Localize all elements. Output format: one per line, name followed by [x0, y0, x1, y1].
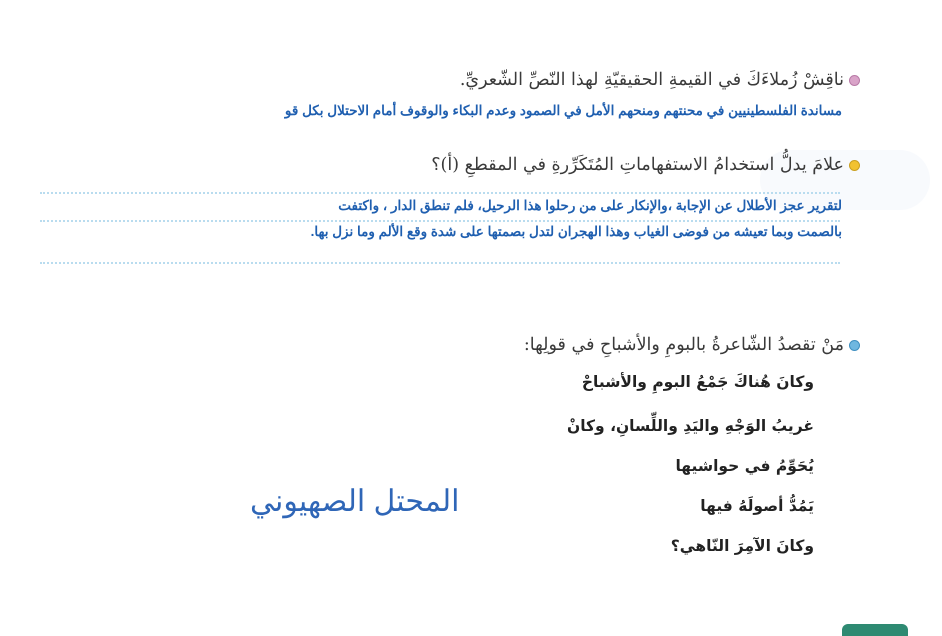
question-1-text: ناقِشْ زُملاءَكَ في القيمةِ الحقيقيّةِ لهذا النّصِّ الشّعريِّ.	[459, 70, 844, 90]
bullet-icon	[849, 340, 860, 351]
poem-line-2: غريبُ الوَجْهِ واليَدِ واللِّسانِ، وكانْ	[566, 417, 814, 435]
poem-line-3: يُحَوِّمُ في حواشيها	[675, 457, 814, 475]
poem-line-4: يَمُدُّ أصولَهُ فيها	[700, 497, 814, 515]
answer-1: مساندة الفلسطينيين في محنتهم ومنحهم الأمل في الصمود وعدم البكاء والوقوف أمام الاحتلال بكل قو	[284, 103, 842, 118]
bullet-icon	[849, 75, 860, 86]
question-1	[460, 70, 860, 90]
answer-line	[40, 220, 840, 222]
question-2	[431, 155, 860, 175]
answer-2-line-2: بالصمت وبما تعيشه من فوضى الغياب وهذا الهجران لتدل بصمتها على شدة وقع الألم وما نزل بها.	[310, 224, 842, 239]
question-2-text: علامَ يدلُّ استخدامُ الاستفهاماتِ المُتَكَرِّرةِ في المقطعِ (أ)؟	[431, 155, 844, 175]
poem-line-5: وكانَ الآمِرَ النّاهي؟	[670, 537, 814, 555]
question-3	[524, 335, 860, 355]
answer-line	[40, 192, 840, 194]
answer-3: المحتل الصهيوني	[250, 485, 460, 518]
answer-2-line-1: لتقرير عجز الأطلال عن الإجابة ،والإنكار على من رحلوا هذا الرحيل، فلم تنطق الدار ، واكتفت	[338, 198, 842, 213]
bullet-icon	[849, 160, 860, 171]
answer-line	[40, 262, 840, 264]
poem-line-1: وكانَ هُناكَ جَمْعُ البومِ والأشباحْ	[581, 373, 814, 391]
question-3-text: مَنْ تقصدُ الشّاعرةُ بالبومِ والأشباحِ في قولِها:	[523, 335, 844, 355]
page-corner-tab	[842, 624, 908, 636]
